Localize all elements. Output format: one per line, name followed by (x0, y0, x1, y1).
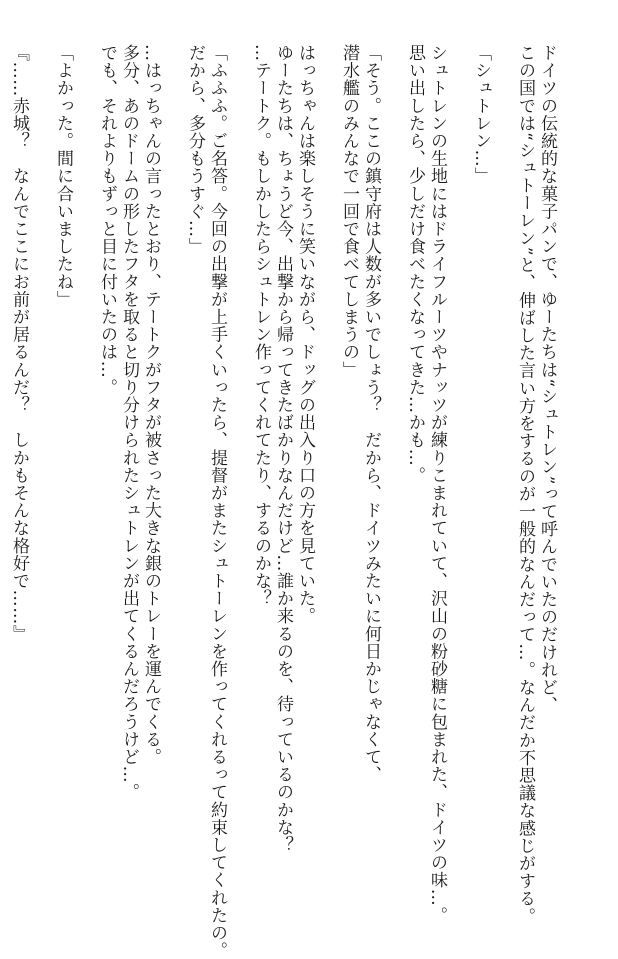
dialogue-line: 「そう。ここの鎮守府は人数が多いでしょう？ だから、ドイツみたいに何日かじゃなくて、 (361, 44, 381, 784)
dialogue-line: 『……赤城？ なんでここにお前が居るんだ？ しかもそんな格好で……』 (9, 44, 29, 643)
text-line: でも、それよりもずっと目に付いたのは…。 (97, 44, 117, 396)
text-line: はっちゃんは楽しそうに笑いながら、ドッグの出入り口の方を見ていた。 (295, 44, 315, 625)
blank-line (30, 44, 52, 880)
text-line: …はっちゃんの言ったとおり、テートクがフタが被さった大きな銀のトレーを運んでくる。 (141, 44, 161, 766)
dialogue-line: 「よかった。間に合いましたね」 (53, 44, 73, 308)
blank-line (316, 44, 338, 880)
text-line: 思い出したら、少しだけ食べたくなってきた…かも…。 (405, 44, 425, 484)
text-line: …テートク。もしかしたらシュトレン作ってくれてたり、するのかな？ (251, 44, 271, 608)
text-line: シュトレンの生地にはドライフルーツやナッツが練りこまれていて、沢山の粉砂糖に包まれた、ドイツの味…。 (427, 44, 447, 924)
blank-line (382, 44, 404, 880)
dialogue-line: だから、多分もうすぐ…」 (185, 44, 205, 256)
dialogue-line: 潜水艦のみんなで一回で食べてしまうの」 (339, 44, 359, 379)
blank-line (492, 44, 514, 880)
blank-line (162, 44, 184, 880)
dialogue-line: 「ふふふ。ご名答。今回の出撃が上手くいったら、提督がまたシュトーレンを作ってくれるって約束してくれたの。 (207, 44, 227, 959)
text-line: ドイツの伝統的な菓子パンで、ゆーたちは“シュトレン”って呼んでいたのだけれど、 (537, 44, 557, 714)
dialogue-line: 「シュトレン…」 (471, 44, 491, 185)
text-line: 多分、あのドームの形したフタを取ると切り分けられたシュトレンが出てくるんだろうけど…。 (119, 44, 139, 801)
blank-line (74, 44, 96, 880)
text-line: この国では“シュトーレン”と、伸ばした言い方をするのが一般的なんだって…。なんだか不思議な感じがする。 (515, 44, 535, 925)
blank-line (228, 44, 250, 880)
vertical-text-body (8, 44, 558, 959)
blank-line (448, 44, 470, 880)
text-line: ゆーたちは、ちょうど今、出撃から帰ってきたばかりなんだけど…誰か来るのを、待っているのかな？ (273, 44, 293, 854)
